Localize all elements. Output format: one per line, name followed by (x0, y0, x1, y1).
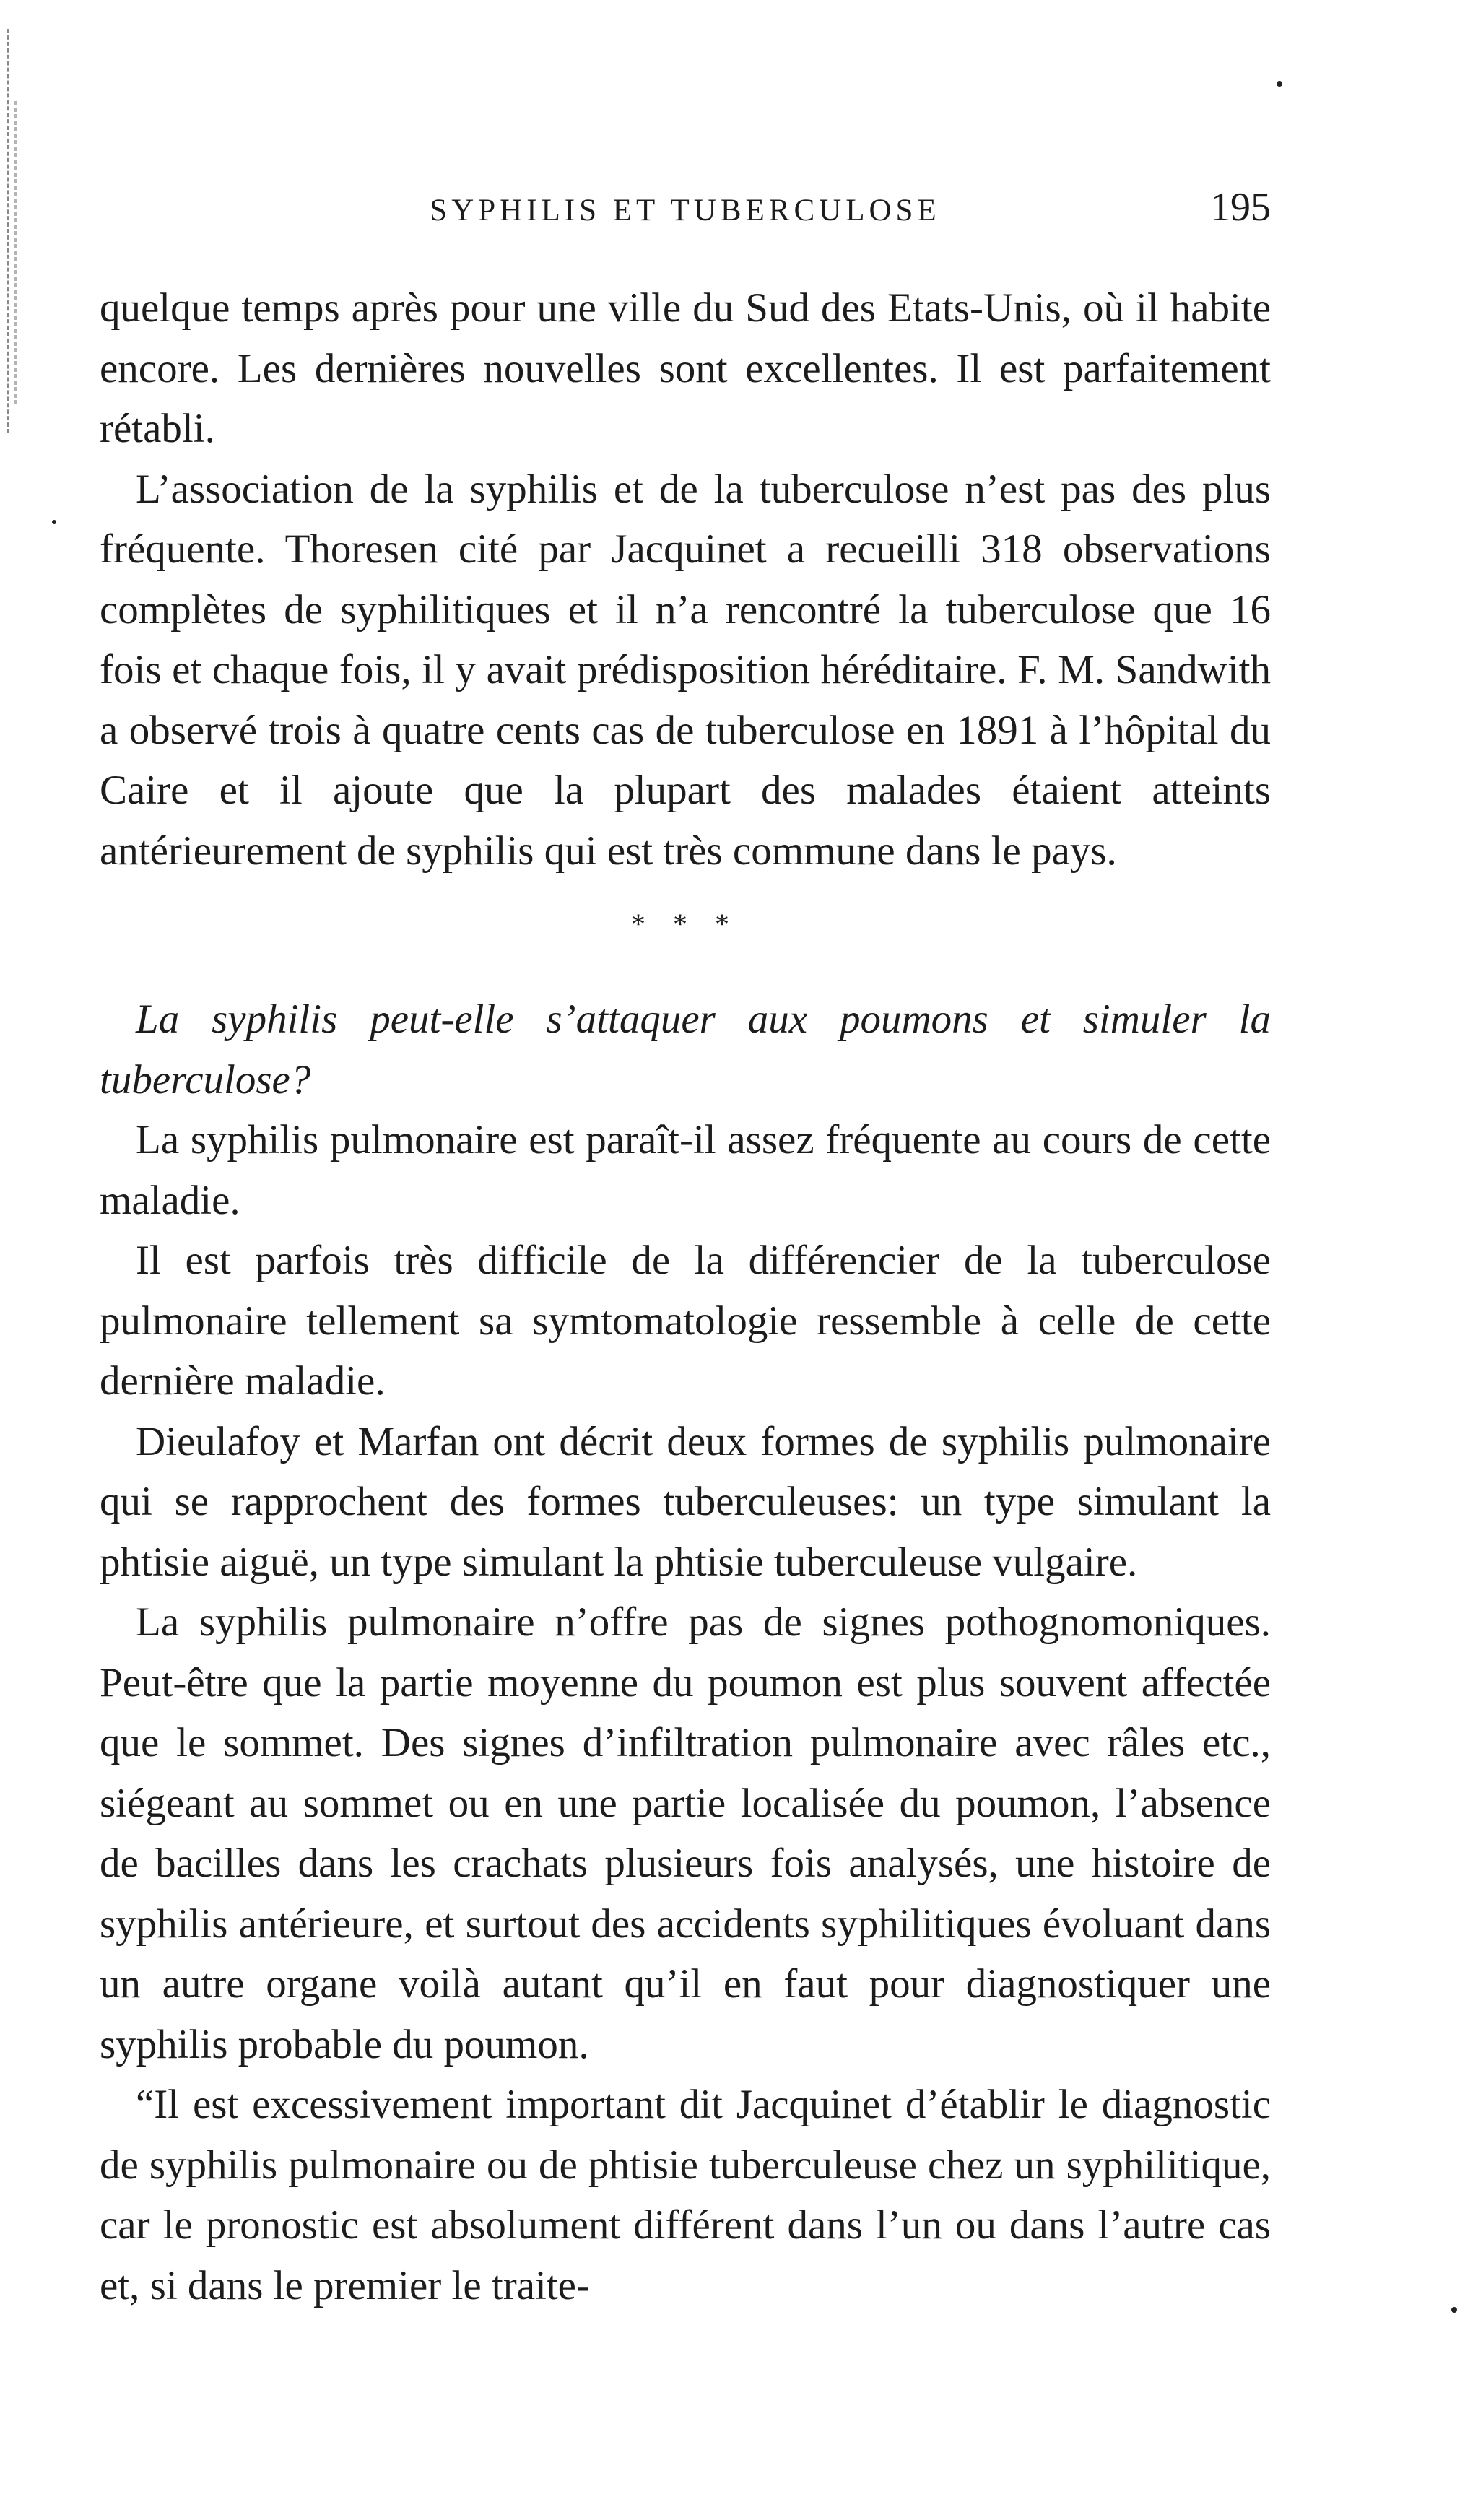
paragraph: La syphilis pulmonaire est paraît-il assez fréquente au cours de cette maladie. (100, 1117, 1271, 1223)
body-text (100, 278, 1271, 2316)
scan-edge-mark (7, 29, 12, 433)
paragraph: L’association de la syphilis et de la tuberculose n’est pas des plus fréquente. Thoresen cité par Jacquinet a recueilli 318 observations complètes de syphilitiques et il n’a rencontré la tuberculose que 16 fois et chaque fois, il y avait prédisposition héréditaire. F. M. Sandwith a observé trois à quatre cents cas de tuberculose en 1891 à l’hôpital du Caire et il ajoute que la plupart des malades étaient atteints antérieurement de syphilis qui est très commune dans le pays. (100, 466, 1271, 874)
scan-speck (1277, 81, 1282, 87)
section-separator: * * * (631, 908, 739, 940)
book-page (100, 184, 1271, 2316)
running-head (100, 184, 1271, 242)
scan-speck (52, 520, 56, 524)
section-question: La syphilis peut-elle s’attaquer aux poumons et simuler la tuberculose? (100, 996, 1271, 1103)
paragraph: La syphilis pulmonaire n’offre pas de signes pothognomoniques. Peut-être que la partie moyenne du poumon est plus souvent affectée que le sommet. Des signes d’infiltration pulmonaire avec râles etc., siégeant au sommet ou en une partie localisée du poumon, l’absence de bacilles dans les crachats plusieurs fois analysés, une histoire de syphilis antérieure, et surtout des accidents syphilitiques évoluant dans un autre organe voilà autant qu’il en faut pour diagnostiquer une syphilis probable du poumon. (100, 1599, 1271, 2067)
scan-speck (1451, 2307, 1457, 2313)
scan-edge-mark (14, 101, 19, 404)
paragraph: Dieulafoy et Marfan ont décrit deux formes de syphilis pulmonaire qui se rapprochent des formes tuberculeuses: un type simulant la phtisie aiguë, un type simulant la phtisie tuberculeuse vulgaire. (100, 1418, 1271, 1585)
running-title: SYPHILIS ET TUBERCULOSE (430, 194, 941, 227)
paragraph: quelque temps après pour une ville du Sud des Etats-Unis, où il habite encore. Les dernières nouvelles sont excellentes. Il est parfaitement rétabli. (100, 285, 1271, 451)
paragraph: “Il est excessivement important dit Jacquinet d’établir le diagnostic de syphilis pulmonaire ou de phtisie tuberculeuse chez un syphilitique, car le pronostic est absolument différent dans l’un ou dans l’autre cas et, si dans le premier le traite- (100, 2082, 1271, 2308)
page-number: 195 (1210, 185, 1271, 230)
paragraph: Il est parfois très difficile de la différencier de la tuberculose pulmonaire tellement sa symtomatologie ressemble à celle de cette dernière maladie. (100, 1238, 1271, 1404)
